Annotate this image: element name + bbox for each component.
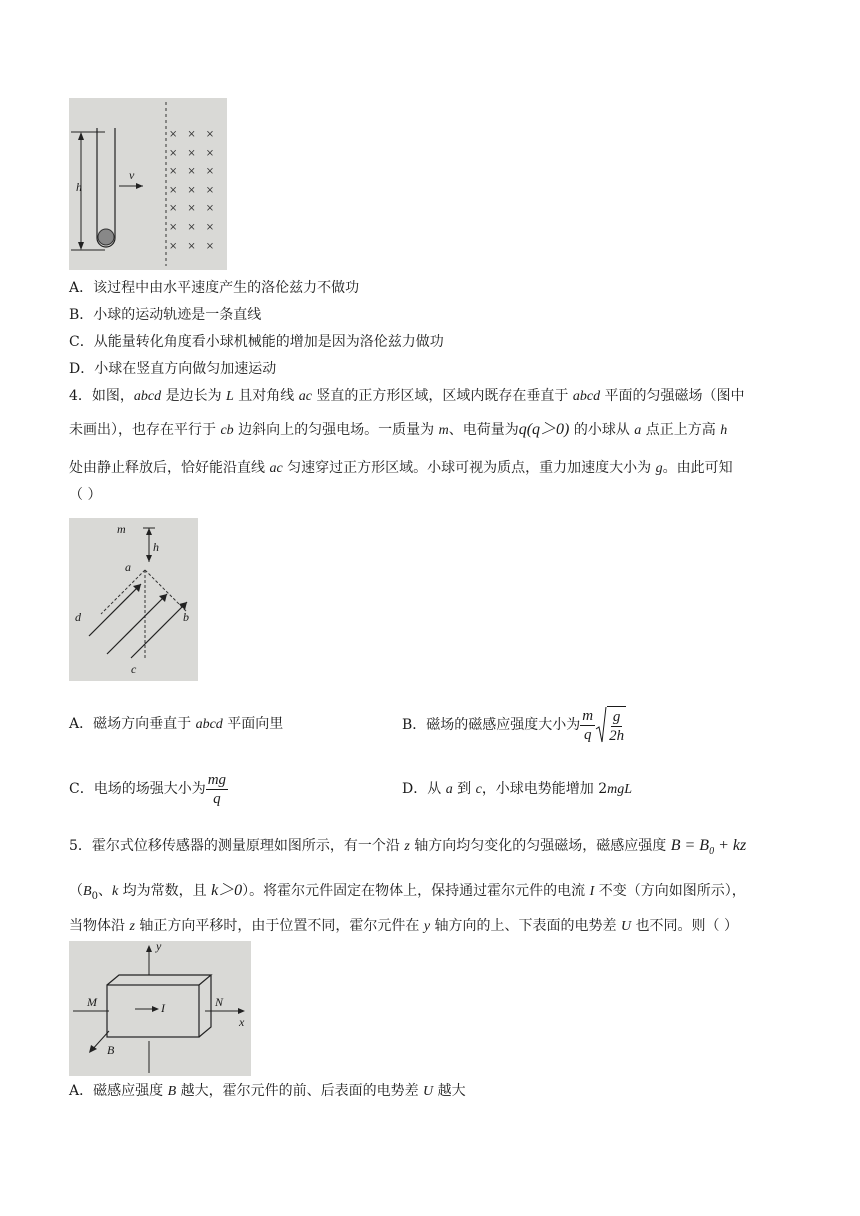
field-row: ××× [169,166,225,178]
q4-answer-brackets: （ ） [69,487,102,503]
axis-x-label: x [239,1015,245,1029]
label-d: d [75,610,81,624]
label-m: m [117,522,126,536]
label-M: M [87,995,97,1009]
field-row: ××× [169,147,225,159]
fraction-mg-over-q: $\frac{mg}{q}$ [207,771,227,807]
q3-option-a: A．该过程中由水平速度产生的洛伦兹力不做功 [69,280,360,296]
field-row: ××× [169,129,225,140]
height-label: h [76,180,82,194]
q4-option-a: A．磁场方向垂直于 abcd 平面向里 [69,716,284,732]
label-B: B [107,1043,115,1057]
label-c: c [131,662,137,676]
q5-stem-line-1: 5．霍尔式位移传感器的测量原理如图所示，有一个沿 z 轴方向均匀变化的匀强磁场，磁感应强度 $B = B_0$ + kz [69,837,747,857]
sqrt-g-over-2h: $\frac{g}{2h}$ [595,705,626,745]
label-h: h [153,540,159,554]
figure-square-region [69,518,198,681]
field-row: ××× [169,203,225,215]
figure-square-drawing [69,518,198,681]
label-a: a [125,560,131,574]
q5-stem-line-2: （$B_0$、k 均为常数，且 k＞0）。将霍尔元件固定在物体上，保持通过霍尔元件的电流 I 不变（方向如图所示）， [69,882,746,902]
radical-sign [595,705,607,745]
label-I: I [161,1001,165,1015]
label-b: b [183,610,189,624]
figure-tube-magnetic-field [69,98,227,270]
q5-option-a: A．磁感应强度 B 越大，霍尔元件的前、后表面的电势差 U 越大 [69,1083,466,1099]
figure-hall-element [69,941,251,1076]
fraction-m-over-q: $\frac{m}{q}$ [582,707,594,743]
q4-stem-line-1: 4．如图，abcd 是边长为 L 且对角线 ac 竖直的正方形区域，区域内既存在垂直于 abcd 平面的匀强磁场（图中 [69,388,745,404]
q4-stem-line-2: 未画出），也存在平行于 cb 边斜向上的匀强电场。一质量为 m、电荷量为q(q＞0) 的小球从 a 点正上方高 h [69,421,728,438]
q3-option-d: D．小球在竖直方向做匀加速运动 [69,361,277,377]
q3-option-b: B．小球的运动轨迹是一条直线 [69,307,262,323]
q3-option-c: C．从能量转化角度看小球机械能的增加是因为洛伦兹力做功 [69,334,444,350]
magnetic-field-grid [169,126,225,256]
q4-option-d: D．从 a 到 c，小球电势能增加 2mgL [402,781,633,797]
field-row: ××× [169,184,225,196]
field-row: ××× [169,221,225,233]
velocity-label: v [129,168,135,182]
q5-stem-line-3: 当物体沿 z 轴正方向平移时，由于位置不同，霍尔元件在 y 轴方向的上、下表面的电势差 U 也不同。则（ ） [69,918,738,934]
q4-stem-line-3: 处由静止释放后，恰好能沿直线 ac 匀速穿过正方形区域。小球可视为质点，重力加速度大小为 g。由此可知 [69,460,733,476]
q4-option-c: C．电场的场强大小为 $\frac{mg}{q}$ [69,771,227,807]
axis-y-label: y [156,941,162,953]
label-N: N [215,995,224,1009]
q4-option-b: B．磁场的磁感应强度大小为 $\frac{m}{q}$ $\frac{g}{2h}$ [402,700,626,750]
field-row: ××× [169,240,225,252]
